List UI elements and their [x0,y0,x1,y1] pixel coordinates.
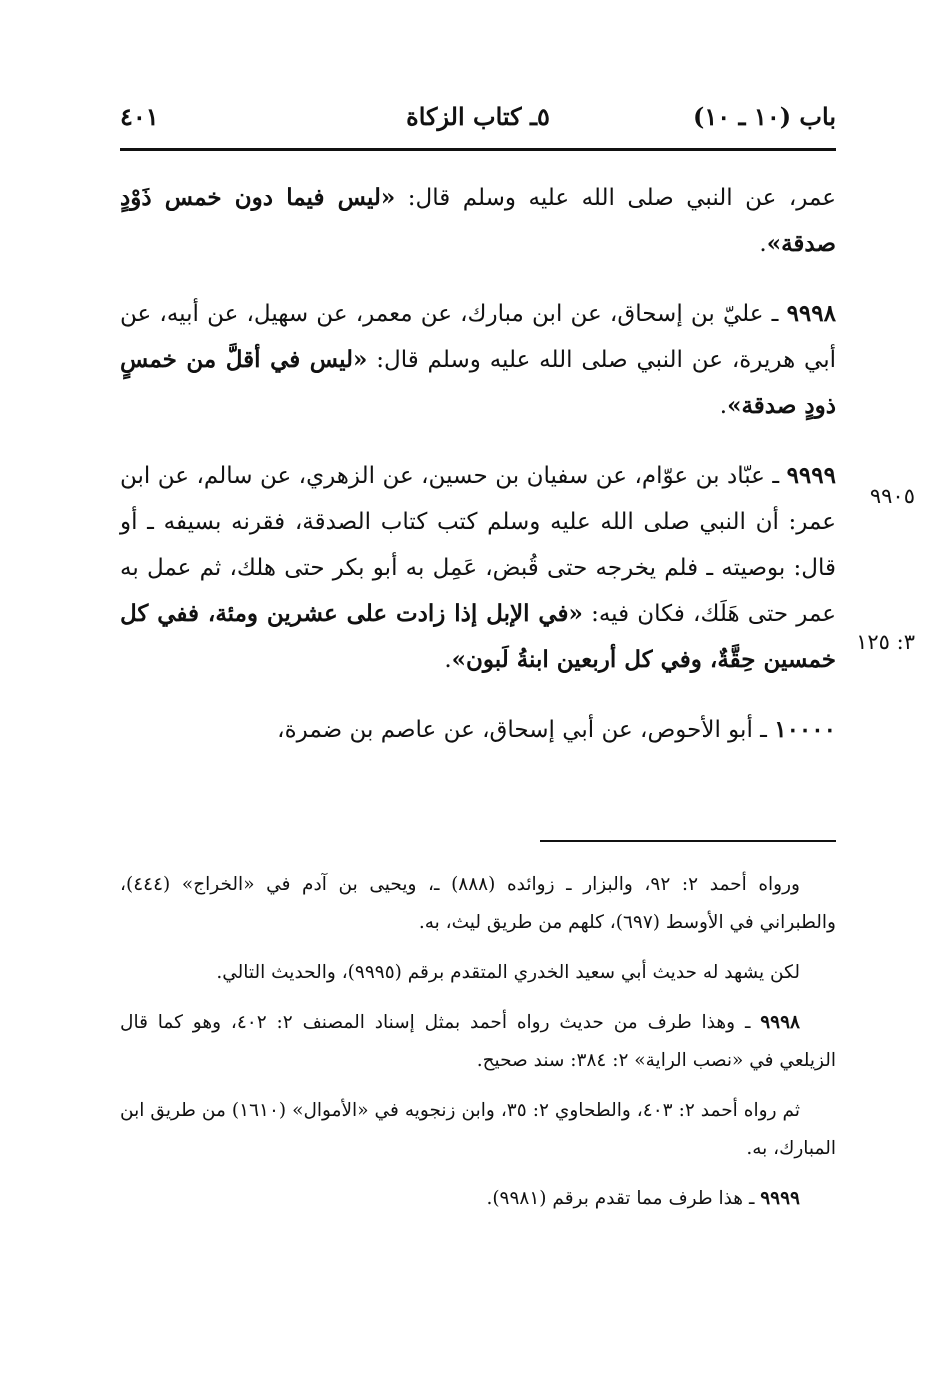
period: . [759,231,767,257]
hadith-9999 [120,453,836,683]
chapter-reference: باب (١٠ ـ ١٠) [693,102,836,131]
period: . [719,393,728,419]
hadith-10000 [120,707,836,753]
footnote-paragraph: ثم رواه أحمد ٢: ٤٠٣، والطحاوي ٢: ٣٥، وابن زنجويه في «الأموال» (١٦١٠) من طريق ابن المبارك، به. [120,1100,836,1159]
header-divider [120,148,836,151]
hadith-number: ٩٩٩٨ [786,300,836,327]
hadith-number: ١٠٠٠٠ [774,716,836,743]
hadith-quote: «ليس فيما دون خمس ذَوْدٍ صدقة» [120,184,836,257]
hadith-number: ٩٩٩٩ [786,462,836,489]
hadith-9998 [120,291,836,429]
footnote-text: ـ هذا طرف مما تقدم برقم (٩٩٨١). [486,1188,761,1209]
footnotes [120,866,836,1230]
page-header [120,92,836,142]
footnote-paragraph: ورواه أحمد ٢: ٩٢، والبزار ـ زوائده (٨٨٨) ـ، ويحيى بن آدم في «الخراج» (٤٤٤)، والطبراني في الأوسط (٦٩٧)، كلهم من طريق ليث، به. [120,874,836,933]
main-text [120,175,836,777]
narration-text: ـ عليّ بن إسحاق، عن ابن مبارك، عن معمر، عن سهيل، عن أبيه، عن أبي هريرة، عن النبي صلى الله عليه وسلم قال: [120,301,837,373]
page-number: ٤٠١ [120,102,159,131]
footnote-divider [540,840,836,842]
book-title: ٥ـ كتاب الزكاة [406,102,550,131]
hadith-continuation [120,175,836,267]
footnote-paragraph [120,1004,836,1080]
narration-text: عمر، عن النبي صلى الله عليه وسلم قال: [395,185,836,211]
footnote-text: ـ وهذا طرف من حديث رواه أحمد بمثل إسناد المصنف ٢: ٤٠٢، وهو كما قال الزيلعي في «نصب الراية» ٢: ٣٨٤: سند صحيح. [120,1012,836,1071]
footnote-paragraph [120,1180,836,1218]
period: . [444,647,452,673]
hadith-quote: «في الإبل إذا زادت على عشرين ومئة، ففي كل خمسين حِقَّةٌ، وفي كل أربعين ابنةُ لَبون» [120,600,836,673]
margin-cross-reference: ٩٩٠٥ [869,484,915,508]
hadith-quote: «ليس في أقلَّ من خمسٍ ذودٍ صدقة» [120,346,836,419]
margin-volume-reference: ٣: ١٢٥ [856,630,915,654]
footnote-number: ٩٩٩٩ [760,1188,800,1209]
narration-text: ـ عبّاد بن عوّام، عن سفيان بن حسين، عن الزهري، عن سالم، عن ابن عمر: أن النبي صلى الله عليه وسلم كتب كتاب الصدقة، فقرنه بسيفه ـ أو قال: بوصيته ـ فلم يخرجه حتى قُبض، عَمِل به أبو بكر حتى هلك، ثم عمل به عمر حتى هَلَك، فكان فيه: [120,463,836,627]
narration-text: ـ أبو الأحوص، عن أبي إسحاق، عن عاصم بن ضمرة، [277,717,775,743]
footnote-paragraph: لكن يشهد له حديث أبي سعيد الخدري المتقدم برقم (٩٩٩٥)، والحديث التالي. [216,962,800,983]
footnote-number: ٩٩٩٨ [760,1012,800,1033]
